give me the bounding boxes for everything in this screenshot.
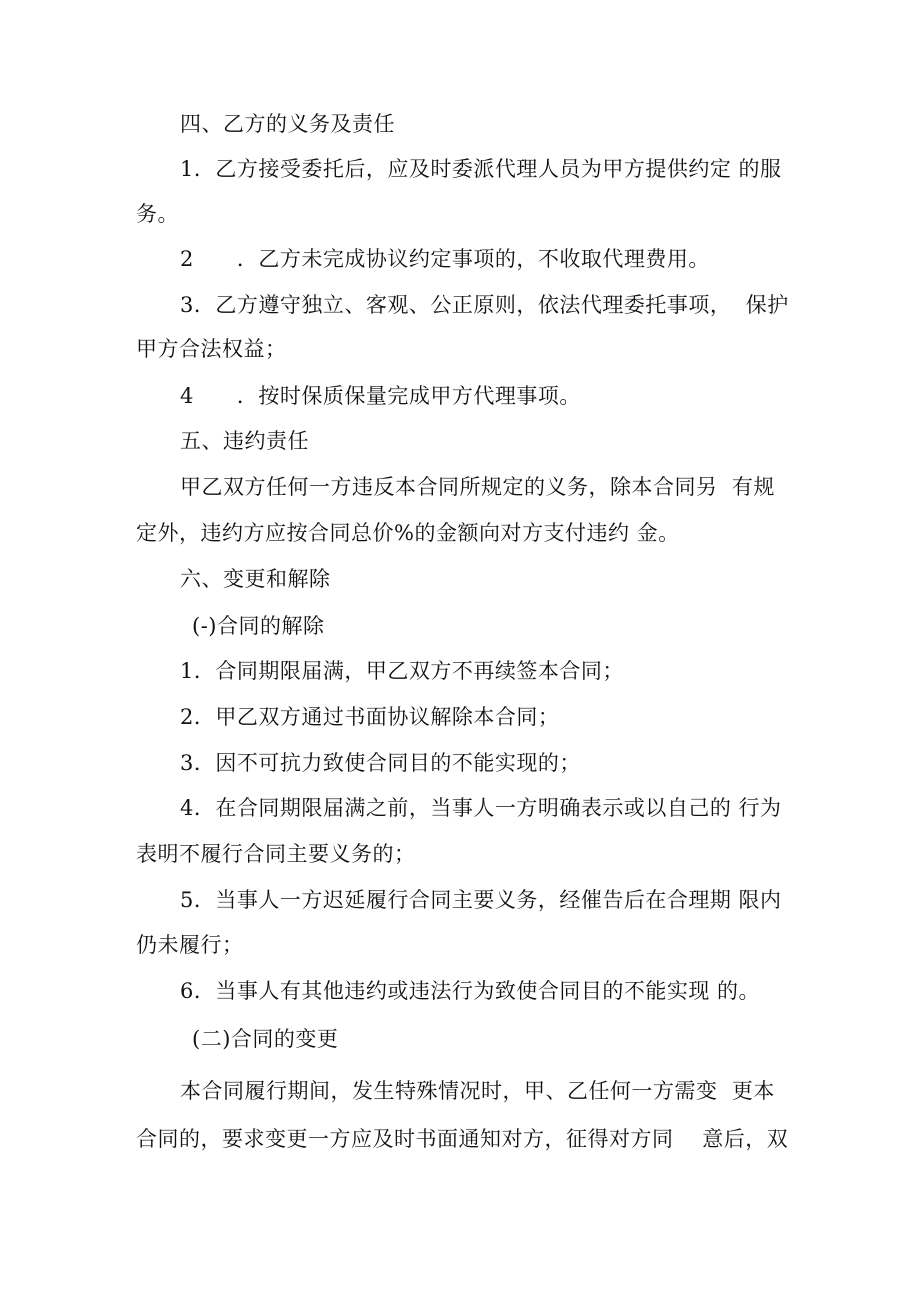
section-heading-6: 六、变更和解除 <box>180 567 331 591</box>
paragraph-line: 本合同履行期间，发生特殊情况时，甲、乙任何一方需变 更本 <box>180 1079 775 1103</box>
paragraph-line: 甲方合法权益； <box>136 337 287 361</box>
paragraph-line: 1．乙方接受委托后，应及时委派代理人员为甲方提供约定 的服 <box>180 157 782 181</box>
paragraph-line: 务。 <box>136 202 179 226</box>
paragraph-line: 1．合同期限届满，甲乙双方不再续签本合同； <box>180 659 624 683</box>
paragraph-line: 2 ．乙方未完成协议约定事项的，不收取代理费用。 <box>180 247 710 271</box>
paragraph-line: 5．当事人一方迟延履行合同主要义务，经催告后在合理期 限内 <box>180 888 782 912</box>
paragraph-line: 3．因不可抗力致使合同目的不能实现的； <box>180 751 581 775</box>
paragraph-line: 6．当事人有其他违约或违法行为致使合同目的不能实现 的。 <box>180 979 761 1003</box>
paragraph-line: 4 ．按时保质保量完成甲方代理事项。 <box>180 384 581 408</box>
paragraph-line: 2．甲乙双方通过书面协议解除本合同； <box>180 705 560 729</box>
paragraph-line: 表明不履行合同主要义务的； <box>136 842 416 866</box>
subsection-heading: (二)合同的变更 <box>192 1027 339 1051</box>
paragraph-line: 4．在合同期限届满之前，当事人一方明确表示或以自己的 行为 <box>180 796 782 820</box>
section-heading-4: 四、乙方的义务及责任 <box>180 112 395 136</box>
paragraph-line: 甲乙双方任何一方违反本合同所规定的义务，除本合同另 有规 <box>180 475 775 499</box>
paragraph-line: 3．乙方遵守独立、客观、公正原则，依法代理委托事项， 保护 <box>180 293 789 317</box>
paragraph-line: 合同的，要求变更一方应及时书面通知对方，征得对方同 意后，双 <box>136 1127 789 1151</box>
paragraph-line: 定外，违约方应按合同总价%的金额向对方支付违约 金。 <box>136 521 680 545</box>
subsection-heading: (-)合同的解除 <box>192 614 325 638</box>
section-heading-5: 五、违约责任 <box>180 429 309 453</box>
paragraph-line: 仍未履行； <box>136 933 244 957</box>
